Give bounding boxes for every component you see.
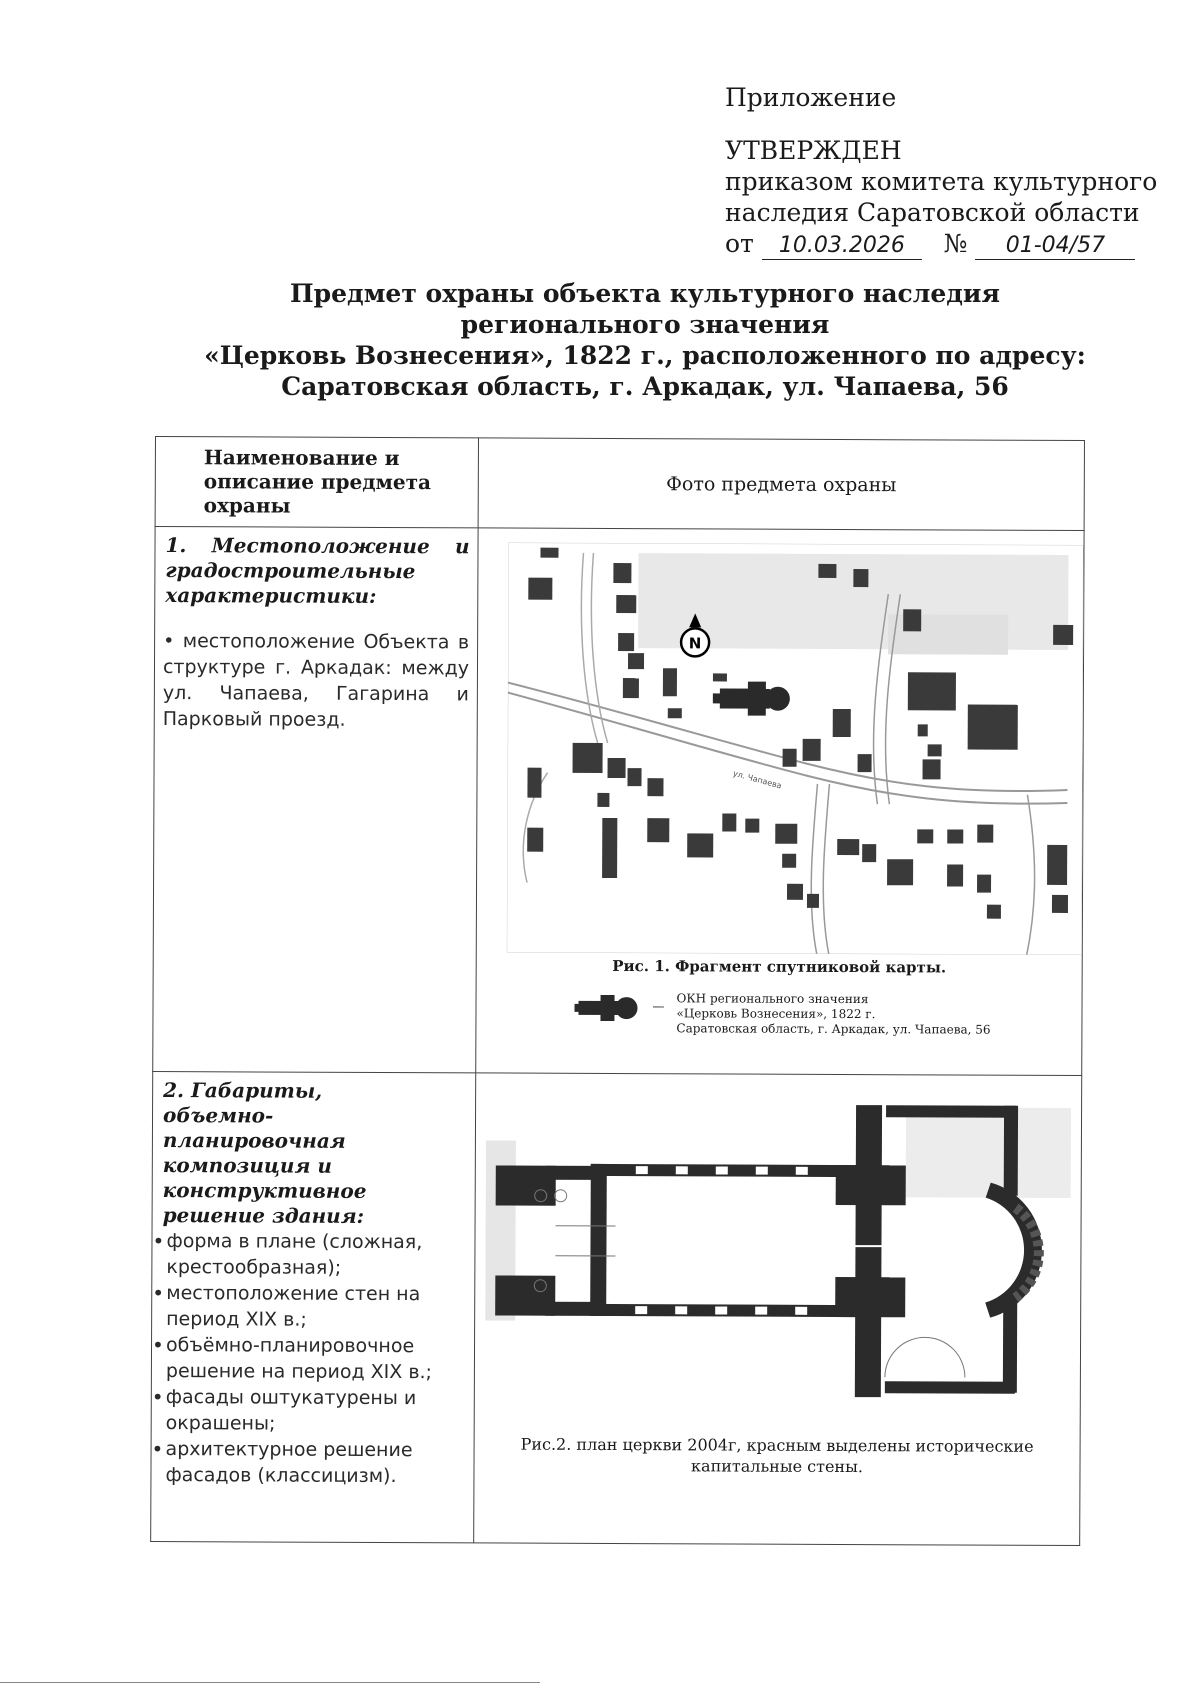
order-date-line (725, 228, 1157, 260)
title-line-2: регионального значения (460, 310, 830, 339)
map-legend (574, 991, 1081, 1038)
document-title (150, 278, 1140, 402)
legend-line-1: ОКН регионального значения (676, 991, 869, 1007)
order-line-2: наследия Саратовской области (725, 198, 1140, 227)
title-line-1: Предмет охраны объекта культурного наследия (290, 279, 1000, 308)
appendix-label: Приложение (725, 83, 897, 112)
list-item: • архитектурное решение фасадов (классицизм). (155, 1436, 473, 1489)
list-item: • форма в плане (сложная, крестообразная); (156, 1228, 474, 1281)
order-number: 01-04/57 (975, 233, 1135, 260)
approved-label: УТВЕРЖДЕН (725, 136, 902, 165)
section-2-figure (474, 1073, 1082, 1546)
church-floor-plan (485, 1085, 1076, 1428)
church-legend-icon (574, 991, 644, 1025)
legend-dash: — (652, 999, 665, 1014)
section-2-bullets (151, 1228, 474, 1489)
bullet-dot: • (163, 630, 183, 653)
list-item: • местоположение стен на период XIX в.; (156, 1280, 474, 1333)
col2-header: Фото предмета охраны (478, 438, 1084, 531)
section-1-title: 1. Местоположение и градостроительные характеристики: (165, 533, 470, 608)
figure-2-caption: Рис.2. план церкви 2004г, красным выделены исторические капитальные стены. (520, 1434, 1034, 1477)
section-1-description (153, 527, 478, 1073)
legend-line-2: «Церковь Вознесения», 1822 г. (676, 1006, 876, 1022)
svg-text:N: N (688, 634, 702, 653)
list-item: • объёмно-планировочное решение на период XIX в.; (156, 1332, 474, 1385)
from-label: от (725, 229, 754, 258)
section-1-figure (476, 528, 1084, 1076)
order-line-1: приказом комитета культурного (725, 167, 1158, 196)
section-2-title: 2. Габариты, объемно-планировочная композиция и конструктивное решение здания: (162, 1078, 367, 1228)
figure-1-caption: Рис. 1. Фрагмент спутниковой карты. (612, 957, 947, 977)
approval-block (725, 82, 1157, 260)
street-label: ул. Чапаева (731, 768, 783, 791)
legend-line-3: Саратовская область, г. Аркадак, ул. Чапаева, 56 (676, 1021, 991, 1037)
satellite-map (507, 543, 1084, 956)
section-2-row (151, 1071, 1082, 1545)
page-edge-line (0, 1682, 540, 1683)
title-line-3: «Церковь Вознесения», 1822 г., расположенного по адресу: (204, 341, 1086, 370)
list-item: • фасады оштукатурены и окрашены; (156, 1384, 474, 1437)
title-line-4: Саратовская область, г. Аркадак, ул. Чапаева, 56 (281, 372, 1009, 401)
order-date: 10.03.2026 (762, 233, 922, 260)
table-header-row (155, 437, 1084, 531)
col1-header: Наименование и описание предмета охраны (155, 437, 478, 528)
section-2-description (151, 1071, 476, 1542)
section-1-row (153, 527, 1084, 1076)
section-1-bullet-text: местоположение Объекта в структуре г. Аркадак: между ул. Чапаева, Гагарина и Парковый проезд. (162, 630, 470, 731)
protection-table (150, 436, 1085, 1546)
legend-text (676, 991, 990, 1037)
number-label: № (943, 229, 968, 258)
section-1-bullet (155, 608, 478, 733)
